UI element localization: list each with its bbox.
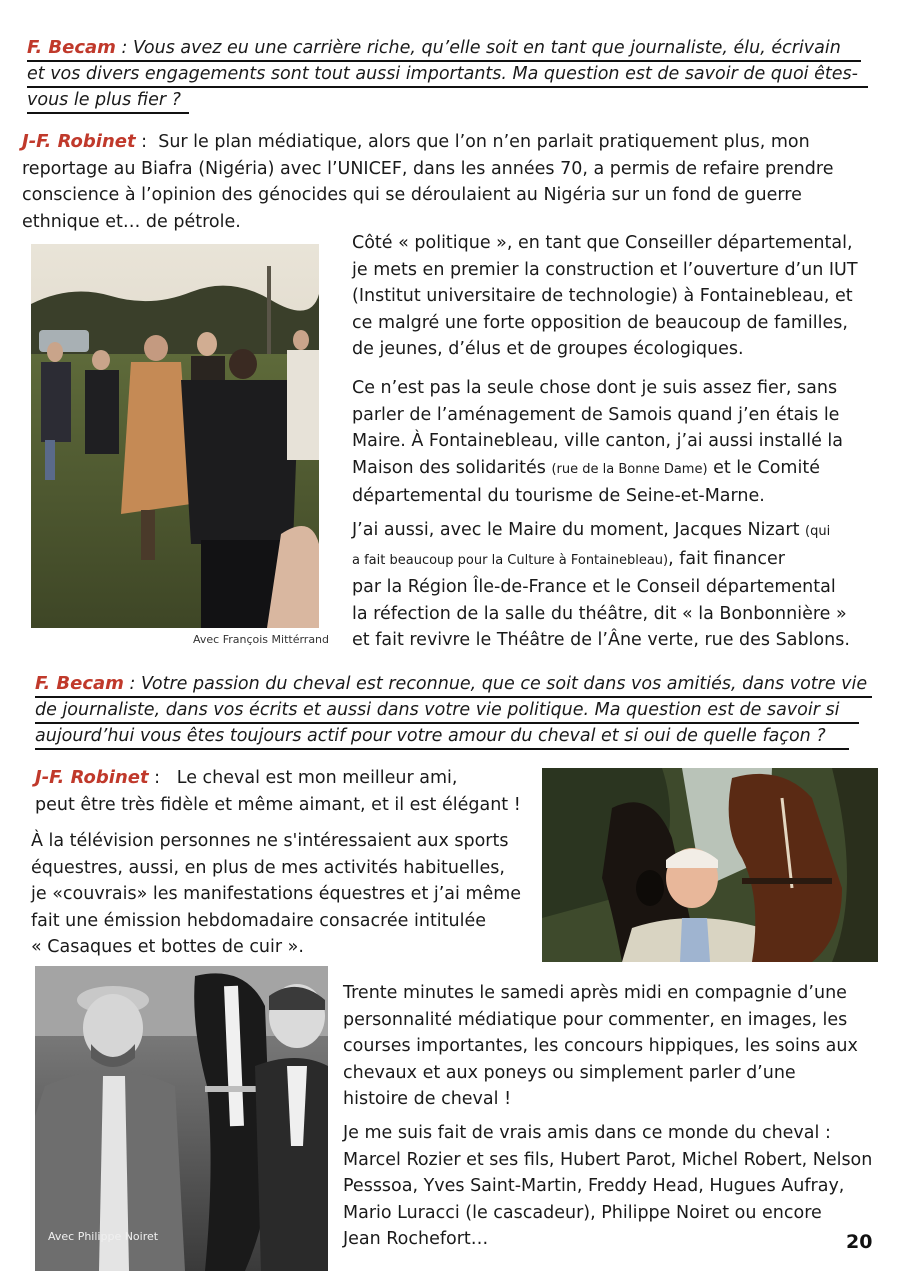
answer-1-speaker: J-F. Robinet [22, 131, 136, 152]
question-1-line: et vos divers engagements sont tout aussi importants. Ma question est de savoir de quoi êtes- [27, 62, 868, 88]
answer-1-paragraph-3: Ce n’est pas la seule chose dont je suis assez fier, sans parler de l’aménagement de Samois quand j’en étais le Maire. À Fontainebleau, ville canton, j’ai aussi installé la Maison des solidarités (rue de la Bonne Dame) et le Comité départemental du tourisme de Seine-et-Marne. [352, 378, 843, 506]
answer-1-paragraph-2: Côté « politique », en tant que Conseiller départemental, je mets en premier la construction et l’ouverture d’un IUT (Institut universitaire de technologie) à Fontainebleau, et ce malgré une forte opposition de beaucoup de familles, de jeunes, d’élus et de groupes écologiques. [352, 233, 858, 359]
answer-2-speaker: J-F. Robinet [35, 767, 149, 788]
photo-mitterrand-caption: Avec François Mittérrand [193, 633, 330, 646]
question-2-line: aujourd’hui vous êtes toujours actif pour votre amour du cheval et si oui de quelle façon ? [35, 724, 849, 750]
photo-noiret [35, 966, 328, 1271]
question-2-line: de journaliste, dans vos écrits et aussi dans votre vie politique. Ma question est de savoir si [35, 698, 859, 724]
answer-1-intro: J-F. Robinet : Sur le plan médiatique, alors que l’on n’en parlait pratiquement plus, mon reportage au Biafra (Nigéria) avec l’UNICEF, dans les années 70, a permis de refaire prendre conscience à l’opinion des génocides qui se déroulaient au Nigéria sur un fond de guerre ethnique et… de pétrole. [22, 131, 834, 232]
question-1-line: F. Becam : Vous avez eu une carrière riche, qu’elle soit en tant que journaliste, élu, écrivain [27, 36, 861, 62]
answer-2-paragraph-3: Trente minutes le samedi après midi en compagnie d’une personnalité médiatique pour commenter, en images, les courses importantes, les concours hippiques, les soins aux chevaux et aux poneys ou simplement parler d’une histoire de cheval ! [343, 983, 858, 1109]
question-2-line: F. Becam : Votre passion du cheval est reconnue, que ce soit dans vos amitiés, dans votre vie [35, 672, 872, 698]
photo-horses [542, 768, 878, 962]
answer-2-intro: J-F. Robinet : Le cheval est mon meilleur ami, peut être très fidèle et même aimant, et il est élégant ! [35, 767, 521, 815]
answer-2-paragraph-2: À la télévision personnes ne s'intéressaient aux sports équestres, aussi, en plus de mes activités habituelles, je «couvrais» les manifestations équestres et j’ai même fait une émission hebdomadaire consacrée intitulée « Casaques et bottes de cuir ». [31, 831, 522, 957]
photo-noiret-caption: Avec Philippe Noiret [48, 1230, 159, 1243]
question-2 [35, 672, 875, 750]
photo-mitterrand [31, 244, 319, 628]
question-1 [27, 36, 872, 114]
page-number: 20 [846, 1231, 873, 1253]
question-1-line: vous le plus fier ? [27, 88, 189, 114]
question-1-speaker: F. Becam [27, 37, 116, 58]
question-2-speaker: F. Becam [35, 673, 124, 694]
answer-2-paragraph-4: Je me suis fait de vrais amis dans ce monde du cheval : Marcel Rozier et ses fils, Hubert Parot, Michel Robert, Nelson Pesssoa, Yves Saint-Martin, Freddy Head, Hugues Aufray, Mario Luracci (le cascadeur), Philippe Noiret ou encore Jean Rochefort… [343, 1123, 873, 1249]
answer-1-paragraph-4: J’ai aussi, avec le Maire du moment, Jacques Nizart (qui a fait beaucoup pour la Culture à Fontainebleau), fait financer par la Région Île-de-France et le Conseil départemental la réfection de la salle du théâtre, dit « la Bonbonnière » et fait revivre le Théâtre de l’Âne verte, rue des Sablons. [352, 520, 850, 650]
